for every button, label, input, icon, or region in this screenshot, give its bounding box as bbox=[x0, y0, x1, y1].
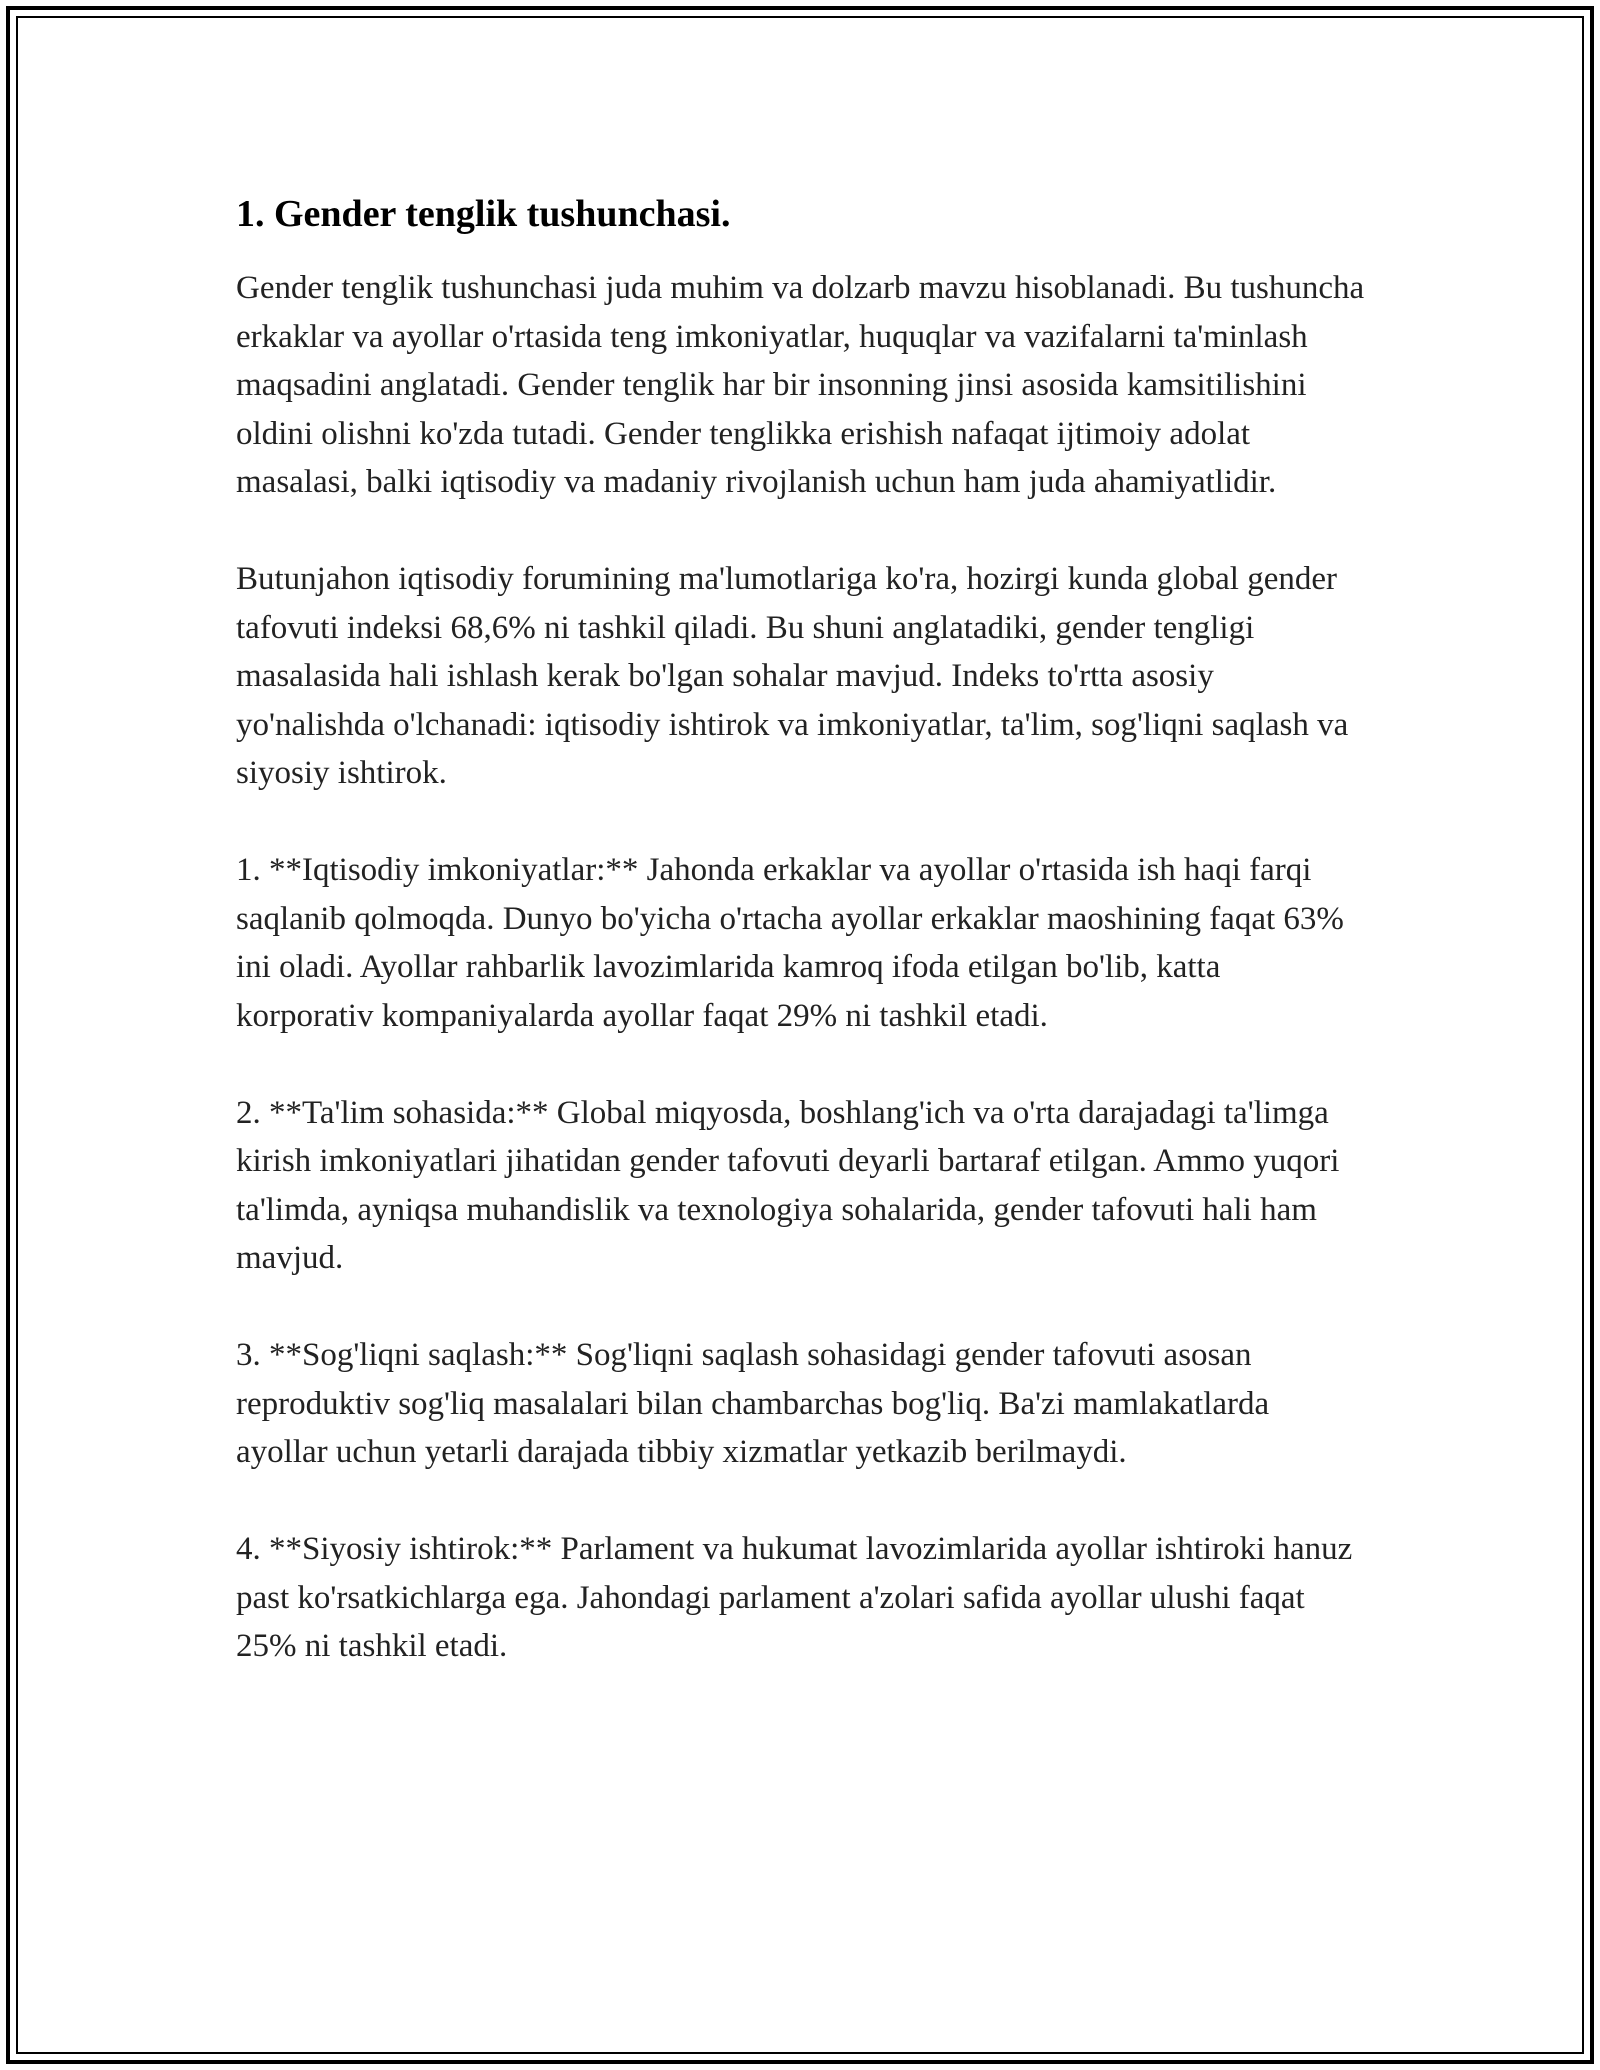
paragraph-health: 3. **Sog'liqni saqlash:** Sog'liqni saqlash sohasidagi gender tafovuti asosan reproduktiv sog'liq masalalari bilan chambarchas bog'liq. Ba'zi mamlakatlarda ayollar uchun yetarli darajada tibbiy xizmatlar yetkazib berilmaydi. bbox=[236, 1337, 1270, 1470]
paragraph-education: 2. **Ta'lim sohasida:** Global miqyosda, boshlang'ich va o'rta darajadagi ta'limga kirish imkoniyatlari jihatidan gender tafovuti deyarli bartaraf etilgan. Ammo yuqori ta'limda, ayniqsa muhandislik va texnologiya sohalarida, gender tafovuti hali ham mavjud. bbox=[236, 1094, 1340, 1276]
document-body bbox=[236, 186, 1366, 1719]
paragraph-gender-gap-index: Butunjahon iqtisodiy forumining ma'lumotlariga ko'ra, hozirgi kunda global gender tafovuti indeksi 68,6% ni tashkil qiladi. Bu shuni anglatadiki, gender tengligi masalasida hali ishlash kerak bo'lgan sohalar mavjud. Indeks to'rtta asosiy yo'nalishda o'lchanadi: iqtisodiy ishtirok va imkoniyatlar, ta'lim, sog'liqni saqlash va siyosiy ishtirok. bbox=[236, 561, 1349, 791]
paragraph-economic-opportunities: 1. **Iqtisodiy imkoniyatlar:** Jahonda erkaklar va ayollar o'rtasida ish haqi farqi saqlanib qolmoqda. Dunyo bo'yicha o'rtacha ayollar erkaklar maoshining faqat 63% ini oladi. Ayollar rahbarlik lavozimlarida kamroq ifoda etilgan bo'lib, katta korporativ kompaniyalarda ayollar faqat 29% ni tashkil etadi. bbox=[236, 852, 1344, 1034]
paragraph-political-participation: 4. **Siyosiy ishtirok:** Parlament va hukumat lavozimlarida ayollar ishtiroki hanuz past ko'rsatkichlarga ega. Jahondagi parlament a'zolari safida ayollar ulushi faqat 25% ni tashkil etadi. bbox=[236, 1531, 1353, 1664]
paragraph-intro: Gender tenglik tushunchasi juda muhim va dolzarb mavzu hisoblanadi. Bu tushuncha erkaklar va ayollar o'rtasida teng imkoniyatlar, huquqlar va vazifalarni ta'minlash maqsadini anglatadi. Gender tenglik har bir insonning jinsi asosida kamsitilishini oldini olishni ko'zda tutadi. Gender tenglikka erishish nafaqat ijtimoiy adolat masalasi, balki iqtisodiy va madaniy rivojlanish uchun ham juda ahamiyatlidir. bbox=[236, 270, 1365, 500]
document-title: 1. Gender tenglik tushunchasi. bbox=[236, 193, 731, 235]
